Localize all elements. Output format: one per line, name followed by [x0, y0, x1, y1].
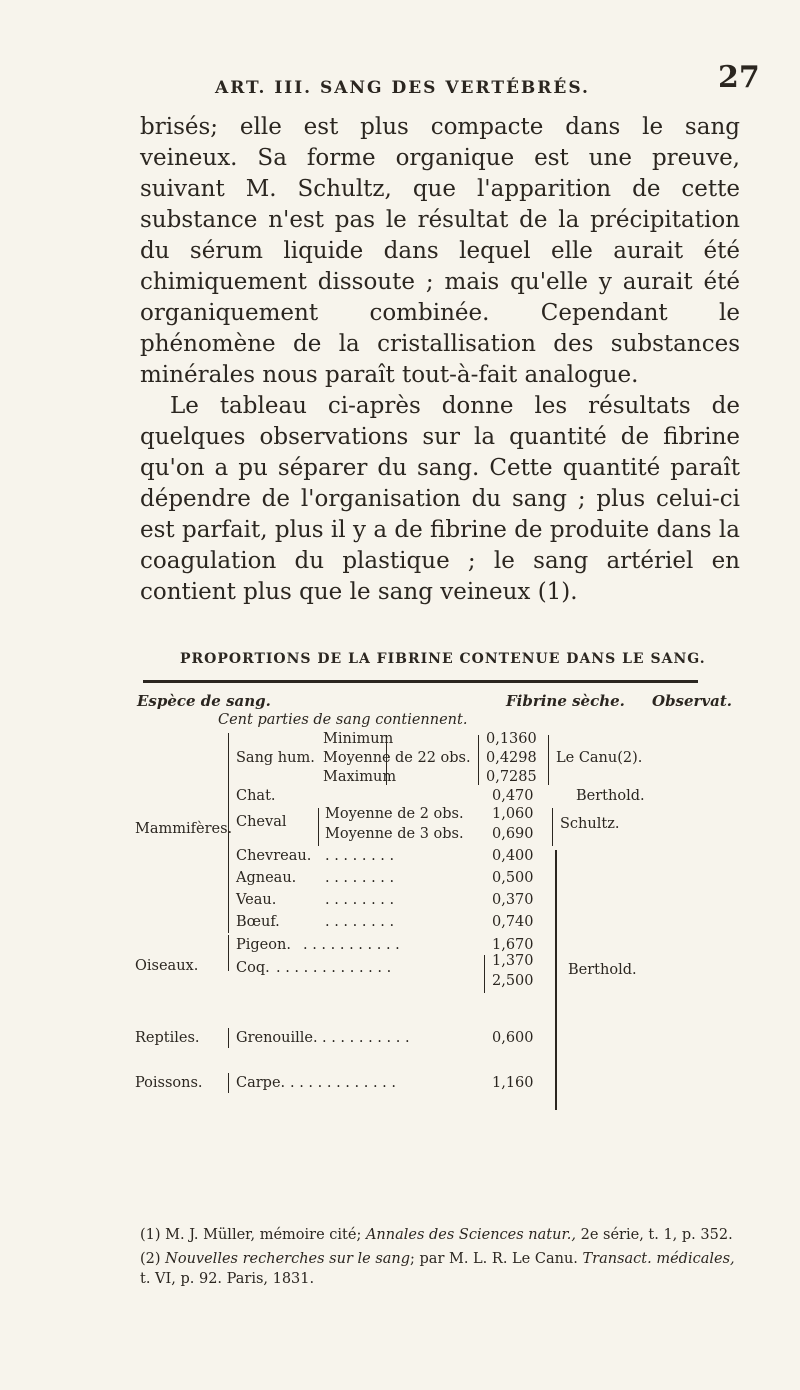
body-text	[140, 112, 740, 608]
leader-boeuf: . . . . . . . .	[325, 914, 395, 930]
row-veau: Veau.	[236, 892, 277, 908]
footnote-1-journal: Annales des Sciences natur.,	[365, 1227, 576, 1243]
cheval-brace	[318, 808, 319, 846]
reptiles-brace	[228, 1028, 229, 1048]
table-title: PROPORTIONS DE LA FIBRINE CONTENUE DANS LE SANG.	[180, 651, 706, 667]
class-fish: Poissons.	[135, 1075, 203, 1091]
leader-grenouille: . . . . . . . . . .	[322, 1030, 410, 1046]
human-brace	[386, 735, 387, 785]
lecanu-brace	[548, 735, 549, 785]
berthold-group-bar	[555, 850, 557, 1110]
class-birds: Oiseaux.	[135, 958, 199, 974]
human-values-brace	[478, 735, 479, 785]
row-chat: Chat.	[236, 788, 276, 804]
leader-coq: . . . . . . . . . . . . .	[276, 960, 392, 976]
class-mammals: Mammifères.	[135, 821, 233, 837]
fish-brace	[228, 1073, 229, 1093]
footnote-1-rest: 2e série, t. 1, p. 352.	[580, 1227, 733, 1243]
observer-berthold-2: Berthold.	[568, 962, 637, 978]
value-agneau: 0,500	[492, 870, 534, 886]
observer-lecanu: Le Canu(2).	[556, 750, 643, 766]
value-coq-1: 1,370	[492, 953, 534, 969]
page-number: 27	[718, 60, 760, 95]
value-coq-2: 2,500	[492, 973, 534, 989]
footnote-2-rest: t. VI, p. 92. Paris, 1831.	[140, 1271, 315, 1287]
table-subheader: Cent parties de sang contiennent.	[218, 712, 468, 728]
row-pigeon: Pigeon.	[236, 937, 291, 953]
coq-brace	[484, 955, 485, 993]
value-human-max: 0,7285	[486, 769, 537, 785]
row-grenouille: Grenouille.	[236, 1030, 318, 1046]
row-chevreau: Chevreau.	[236, 848, 312, 864]
running-head: ART. III. SANG DES VERTÉBRÉS.	[215, 78, 590, 98]
cheval-mean-3: Moyenne de 3 obs.	[325, 826, 464, 842]
footnotes	[140, 1225, 740, 1293]
footnote-1	[140, 1225, 740, 1245]
class-reptiles: Reptiles.	[135, 1030, 200, 1046]
value-boeuf: 0,740	[492, 914, 534, 930]
footnote-2	[140, 1249, 740, 1289]
row-agneau: Agneau.	[236, 870, 297, 886]
row-boeuf: Bœuf.	[236, 914, 280, 930]
leader-chevreau: . . . . . . . .	[325, 848, 395, 864]
observer-schultz: Schultz.	[560, 816, 620, 832]
value-cheval-1: 1,060	[492, 806, 534, 822]
footnote-2-prefix: (2)	[140, 1251, 161, 1267]
birds-brace	[228, 935, 229, 971]
cheval-mean-2: Moyenne de 2 obs.	[325, 806, 464, 822]
value-carpe: 1,160	[492, 1075, 534, 1091]
value-human-mean: 0,4298	[486, 750, 537, 766]
footnote-1-prefix: (1) M. J. Müller, mémoire cité;	[140, 1227, 362, 1243]
label-maximum: Maximum	[323, 769, 397, 785]
paragraph-2: Le tableau ci-après donne les résultats de quelques observations sur la quantité de fibrine qu'on a pu séparer du sang. Cette quantité paraît dépendre de l'organisation du sang ; plus celui-ci est parfait, plus il y a de fibrine de produite dans la coagulation du plastique ; le sang artériel en contient plus que le sang veineux (1).	[140, 393, 740, 605]
value-grenouille: 0,600	[492, 1030, 534, 1046]
leader-agneau: . . . . . . . .	[325, 870, 395, 886]
mammals-brace	[228, 733, 229, 933]
row-cheval: Cheval	[236, 814, 287, 830]
header-observers: Observat.	[652, 692, 733, 710]
leader-pigeon: . . . . . . . . . . .	[303, 937, 400, 953]
leader-carpe: . . . . . . . . . . . .	[290, 1075, 397, 1091]
footnote-2-title: Nouvelles recherches sur le sang	[165, 1251, 411, 1267]
table-rule	[143, 680, 698, 683]
label-minimum: Minimum	[323, 731, 394, 747]
value-cheval-2: 0,690	[492, 826, 534, 842]
row-coq: Coq.	[236, 960, 270, 976]
value-veau: 0,370	[492, 892, 534, 908]
label-de22: de 22 obs.	[395, 750, 471, 766]
row-sang-hum: Sang hum.	[236, 750, 315, 766]
leader-veau: . . . . . . . .	[325, 892, 395, 908]
header-species: Espèce de sang.	[137, 692, 271, 710]
label-moyenne: Moyenne	[323, 750, 391, 766]
paragraph-1: brisés; elle est plus compacte dans le sang veineux. Sa forme organique est une preuve, suivant M. Schultz, que l'apparition de cette substance n'est pas le résultat de la précipitation du sérum liquide dans lequel elle aurait été chimiquement dissoute ; mais qu'elle y aurait été organiquement combinée. Cependant le phénomène de la cristallisation des substances minérales nous paraît tout-à-fait analogue.	[140, 114, 740, 388]
schultz-brace	[552, 808, 553, 846]
value-pigeon: 1,670	[492, 937, 534, 953]
row-carpe: Carpe.	[236, 1075, 286, 1091]
value-chat: 0,470	[492, 788, 534, 804]
footnote-2-mid: ; par M. L. R. Le Canu.	[410, 1251, 578, 1267]
header-fibrin: Fibrine sèche.	[506, 692, 625, 710]
value-human-min: 0,1360	[486, 731, 537, 747]
value-chevreau: 0,400	[492, 848, 534, 864]
observer-berthold-1: Berthold.	[576, 788, 645, 804]
footnote-2-journal: Transact. médicales,	[582, 1251, 735, 1267]
